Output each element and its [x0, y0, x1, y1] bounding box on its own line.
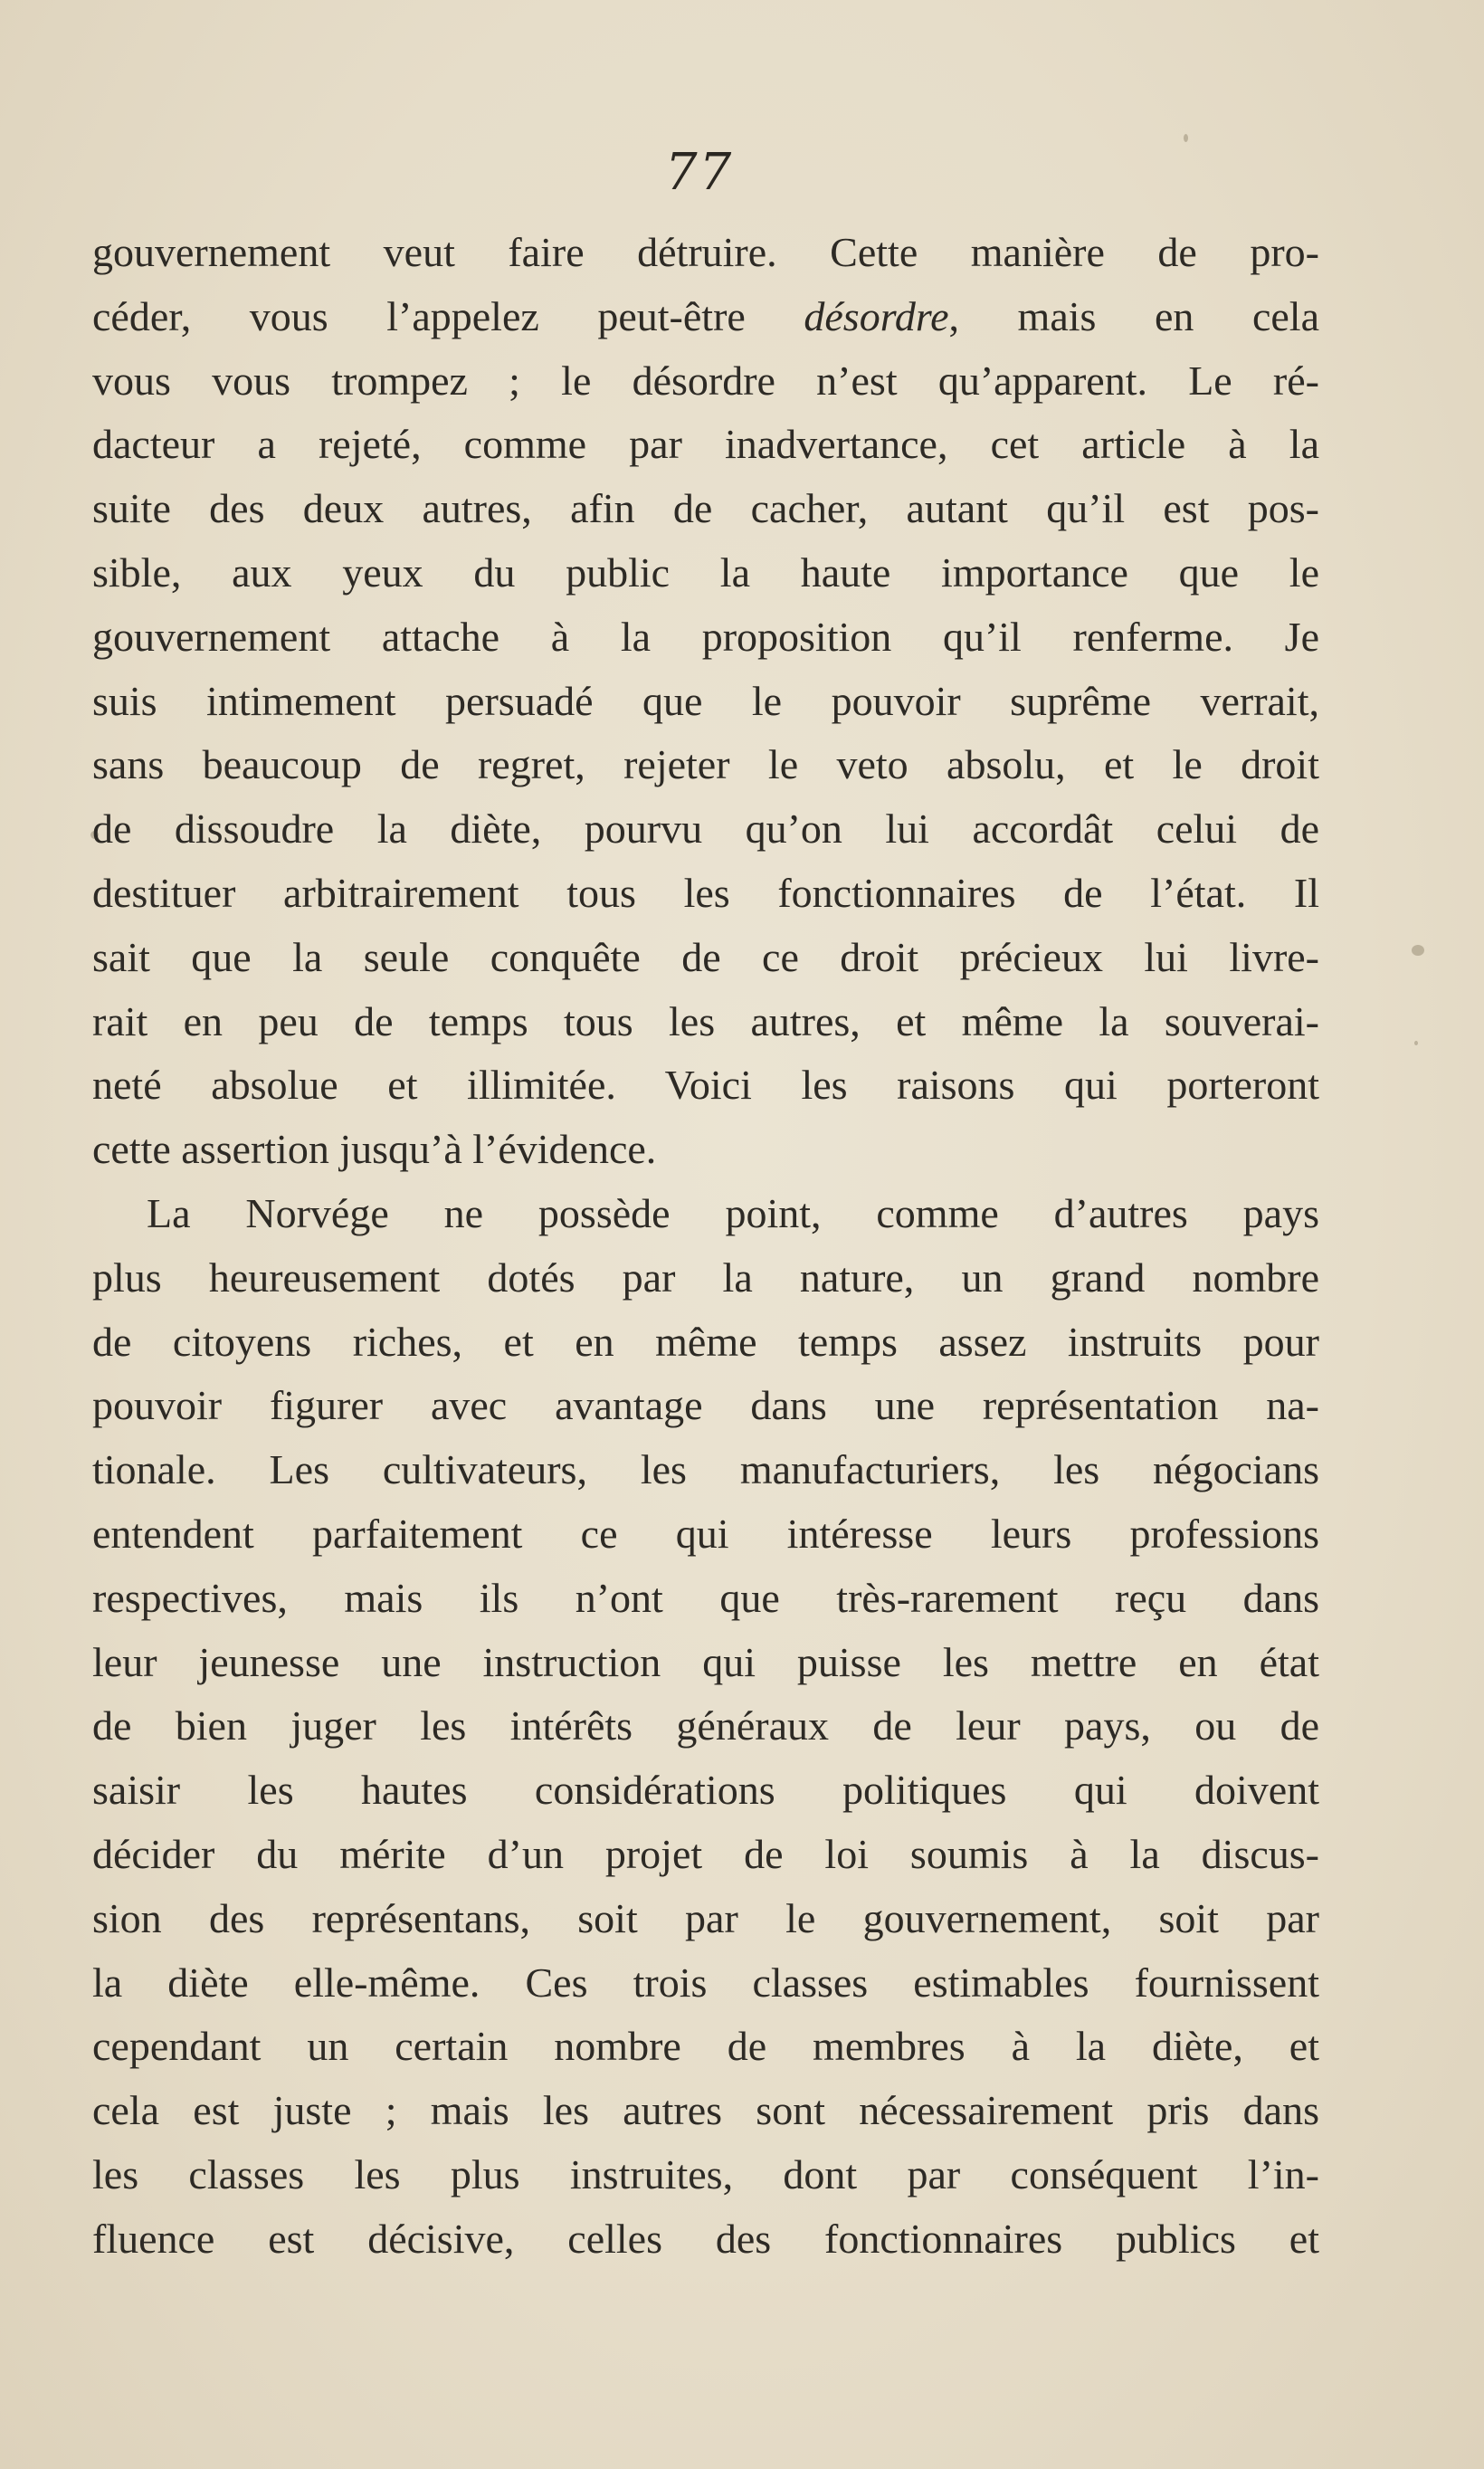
text-line: de dissoudre la diète, pourvu qu’on lui accordât celui de — [92, 806, 1319, 853]
text-line: sait que la seule conquête de ce droit précieux lui livre- — [92, 933, 1319, 980]
text-line: cette assertion jusqu’à l’évidence. — [92, 1126, 657, 1173]
text-line: neté absolue et illimitée. Voici les raisons qui porteront — [92, 1062, 1319, 1109]
text-line: destituer arbitrairement tous les fonctionnaires de l’état. Il — [92, 869, 1319, 916]
text-line: tionale. Les cultivateurs, les manufacturiers, les négocians — [92, 1446, 1319, 1493]
text-line: sans beaucoup de regret, rejeter le veto absolu, et le droit — [92, 741, 1319, 788]
text-line: de bien juger les intérêts généraux de leur pays, ou de — [92, 1702, 1319, 1749]
text-line: entendent parfaitement ce qui intéresse leurs professions — [92, 1510, 1319, 1557]
page-number: 77 — [665, 143, 734, 202]
text-line: vous vous trompez ; le désordre n’est qu’apparent. Le ré- — [92, 357, 1319, 404]
text-line: fluence est décisive, celles des fonctionnaires publics et — [92, 2215, 1319, 2262]
foxing-spot — [1412, 945, 1424, 956]
text-line: gouvernement attache à la proposition qu’il renferme. Je — [92, 613, 1319, 660]
text-line: les classes les plus instruites, dont par conséquent l’in- — [92, 2150, 1319, 2197]
body-text — [92, 221, 1319, 2272]
text-line: gouvernement veut faire détruire. Cette manière de pro- — [92, 229, 1319, 275]
text-line: sion des représentans, soit par le gouvernement, soit par — [92, 1894, 1319, 1941]
text-line — [92, 285, 1319, 349]
text-line: plus heureusement dotés par la nature, un grand nombre — [92, 1254, 1319, 1301]
line-tail: , mais en cela — [948, 292, 1320, 339]
text-line: La Norvége ne possède point, comme d’autres pays — [147, 1189, 1319, 1236]
text-line: rait en peu de temps tous les autres, et même la souverai- — [92, 997, 1319, 1044]
italic-word: désordre — [804, 292, 949, 339]
text-line: la diète elle-même. Ces trois classes estimables fournissent — [92, 1959, 1319, 2006]
foxing-spot — [1184, 134, 1188, 142]
text-line: suite des deux autres, afin de cacher, autant qu’il est pos- — [92, 485, 1319, 532]
text-line: dacteur a rejeté, comme par inadvertance, cet article à la — [92, 421, 1319, 468]
text-line: cependant un certain nombre de membres à la diète, et — [92, 2023, 1319, 2070]
text-line: pouvoir figurer avec avantage dans une représentation na- — [92, 1382, 1319, 1429]
text-line: de citoyens riches, et en même temps assez instruits pour — [92, 1318, 1319, 1365]
foxing-spot — [1414, 1041, 1418, 1045]
text-line: leur jeunesse une instruction qui puisse les mettre en état — [92, 1638, 1319, 1685]
line-text: céder, vous l’appelez peut-être — [92, 292, 746, 339]
text-line: suis intimement persuadé que le pouvoir suprême verrait, — [92, 677, 1319, 724]
text-line: décider du mérite d’un projet de loi soumis à la discus- — [92, 1830, 1319, 1877]
text-line: sible, aux yeux du public la haute importance que le — [92, 548, 1319, 596]
text-line: saisir les hautes considérations politiques qui doivent — [92, 1767, 1319, 1814]
text-line: cela est juste ; mais les autres sont nécessairement pris dans — [92, 2087, 1319, 2134]
text-line: respectives, mais ils n’ont que très-rarement reçu dans — [92, 1574, 1319, 1621]
